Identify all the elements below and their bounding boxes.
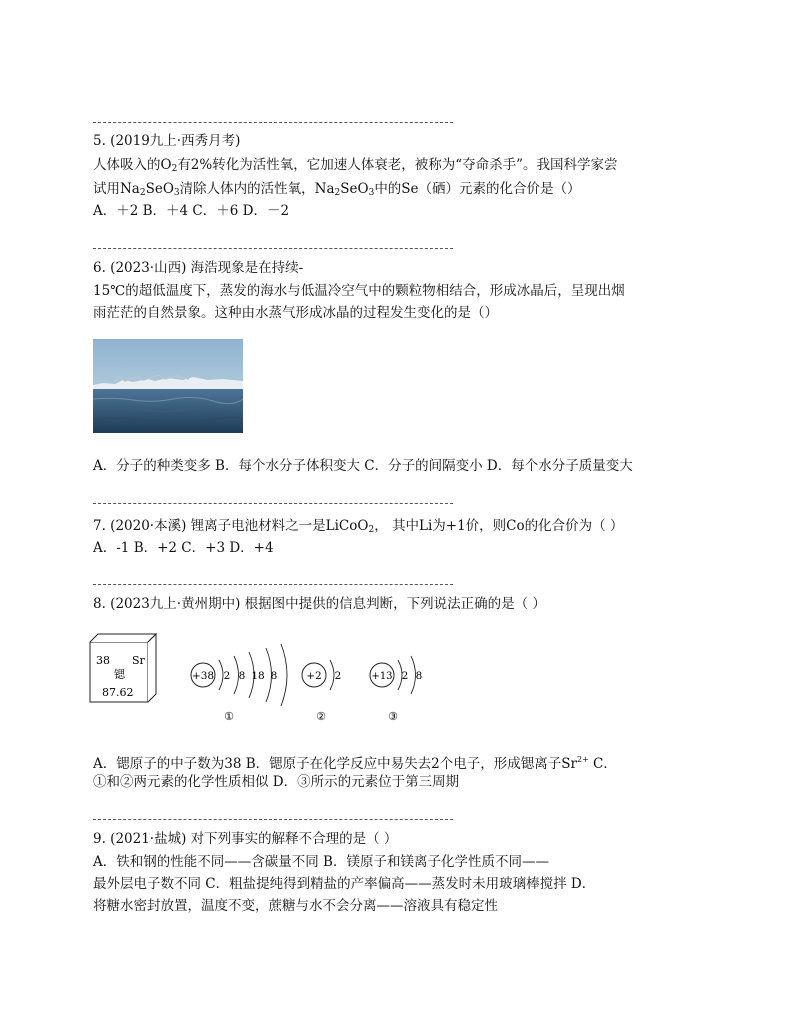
q5-text: 中的Se（硒）元素的化合价是（） [374,181,581,197]
question-9-line-1: A．铁和钢的性能不同——含碳量不同 B．镁原子和镁离子化学性质不同—— [93,854,549,870]
q5-text: 清除人体内的活性氧，Na [179,181,335,197]
question-6-header: 6. (2023·山西) 海浩现象是在持续- [93,260,304,276]
atomic-number: 38 [96,654,110,667]
question-5-header: 5. (2019九上·西秀月考) [93,133,241,149]
question-9-line-2: 最外层电子数不同 C．粗盐提纯得到精盐的产率偏高——蒸发时未用玻璃棒搅拌 D． [93,876,596,892]
element-name: 锶 [114,668,125,681]
question-8-options-line-2: ①和②两元素的化学性质相似 D．③所示的元素位于第三周期 [93,774,460,790]
atom-2 [302,660,341,723]
atom-label: ① [224,710,234,723]
question-9-line-3: 将糖水密封放置，温度不变，蔗糖与水不会分离——溶液具有稳定性 [93,898,498,914]
q7-text: 7. (2020·本溪) 锂离子电池材料之一是LiCoO [93,518,369,534]
nucleus-charge: +2 [306,670,322,682]
q8-text: C． [588,756,617,772]
separator [93,819,453,820]
shell-electrons: 8 [238,670,246,682]
nucleus-charge: +38 [191,670,215,682]
shell-electrons: 2 [334,670,342,682]
separator [93,122,453,123]
shell-electrons: 18 [251,670,265,682]
q5-text: SeO [145,181,174,197]
subscript: 2 [368,525,375,535]
question-6-line-2: 雨茫茫的自然景象。这种由水蒸气形成冰晶的过程发生变化的是（） [93,305,498,321]
subscript: 2 [171,164,178,174]
subscript: 3 [368,188,375,198]
atom-structure-diagram [88,630,448,730]
element-symbol: Sr [132,654,145,667]
shell-electrons: 8 [270,670,278,682]
question-5-options: A．＋2 B．＋4 C．＋6 D．－2 [93,203,290,219]
nucleus-charge: +13 [371,671,393,682]
subscript: 2 [139,188,146,198]
q5-text: SeO [340,181,369,197]
question-8-header: 8. (2023九上·黄州期中) 根据图中提供的信息判断，下列说法正确的是（ ） [93,596,546,612]
question-6-line-1: 15℃的超低温度下，蒸发的海水与低温冷空气中的颗粒物相结合，形成冰晶后，呈现出烟 [93,283,625,299]
subscript: 2 [334,188,341,198]
element-cell [90,634,156,702]
question-5-line-1 [93,155,618,179]
question-7-options: A．-1 B．+2 C．+3 D．+4 [93,540,274,556]
separator [93,584,453,585]
question-8-options-line-1 [93,750,617,774]
atom-label: ② [316,710,326,723]
atom-1 [191,644,287,723]
atomic-mass: 87.62 [102,686,134,699]
sea-fog-photo [93,339,243,433]
question-7-header [93,516,623,540]
q7-text: ， 其中Li为+1价，则Co的化合价为（ ） [374,518,624,534]
question-6-options: A．分子的种类变多 B．每个水分子体积变大 C．分子的间隔变小 D．每个水分子质量变大 [93,458,633,474]
q5-text: 试用Na [93,181,140,197]
shell-electrons: 2 [223,670,231,682]
q5-text: 有2%转化为活性氧，它加速人体衰老，被称为“夺命杀手”。我国科学家尝 [177,157,618,173]
atom-3 [370,656,422,723]
separator [93,503,453,504]
ion-charge: 2+ [576,755,589,764]
separator [93,248,453,249]
shell-electrons: 8 [415,670,423,682]
q5-text: 人体吸入的O [93,157,172,173]
subscript: 3 [173,188,180,198]
question-9-header: 9. (2021·盐城) 对下列事实的解释不合理的是（ ） [93,831,398,847]
question-5-line-2 [93,179,581,203]
q8-text: A．锶原子的中子数为38 B．锶原子在化学反应中易失去2个电子，形成锶离子Sr [93,756,577,772]
atom-label: ③ [388,710,398,723]
shell-electrons: 2 [401,670,409,682]
